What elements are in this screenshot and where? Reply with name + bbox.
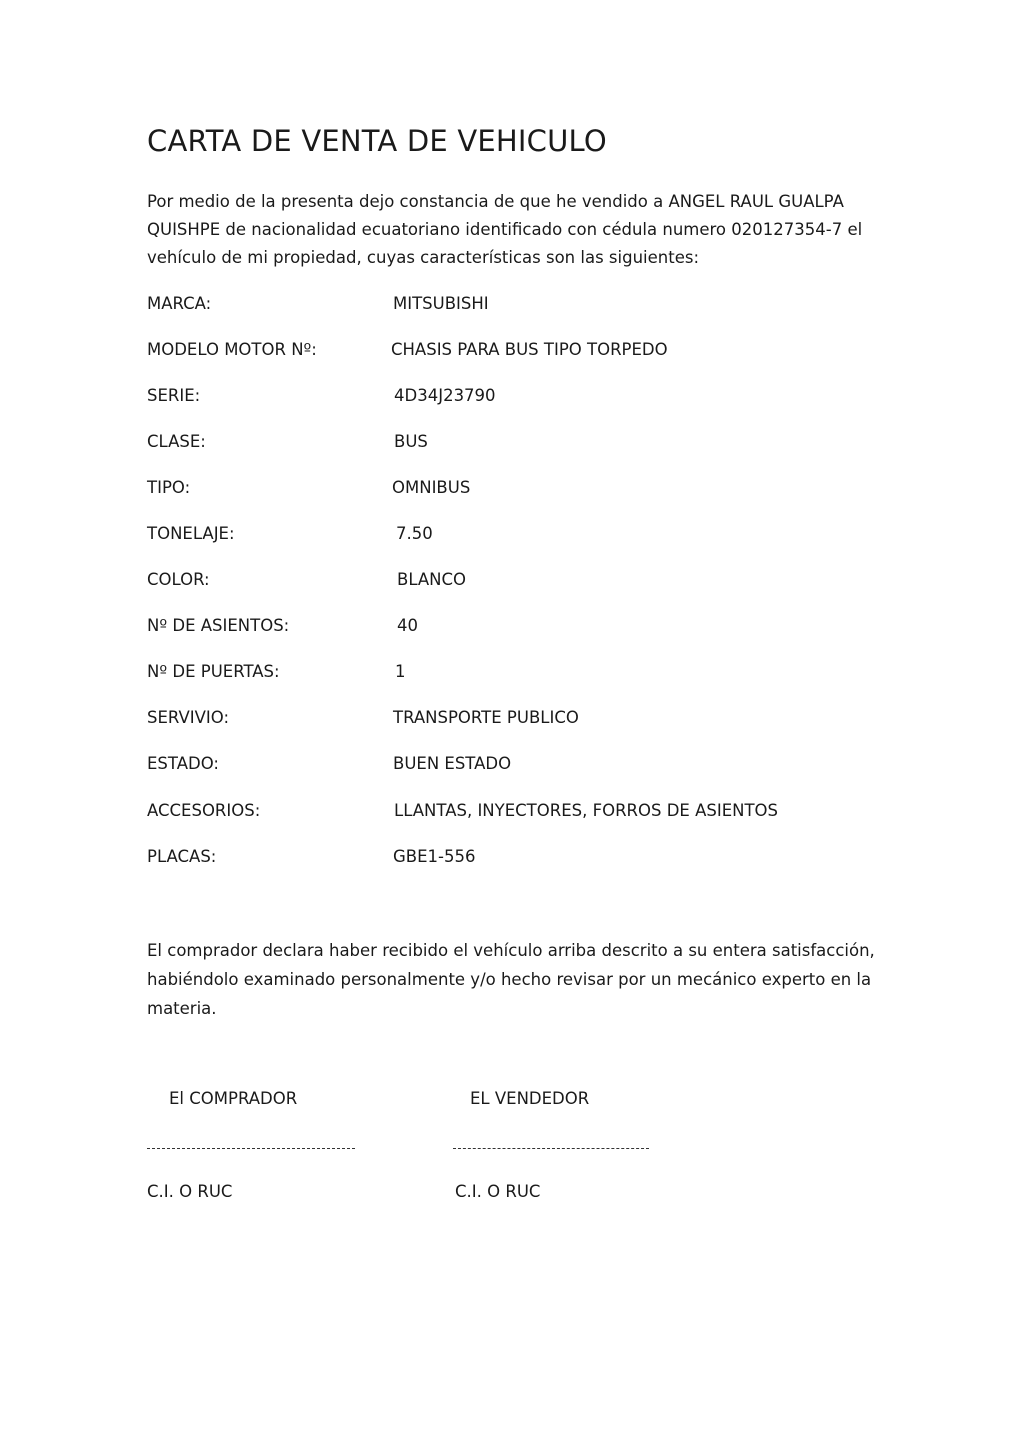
spec-row-marca: [147, 294, 907, 318]
spec-value: 7.50: [396, 524, 433, 543]
spec-value: MITSUBISHI: [393, 294, 489, 313]
spec-value: BUS: [394, 432, 428, 451]
seller-label: EL VENDEDOR: [470, 1089, 590, 1108]
spec-row-serie: [147, 386, 907, 410]
document-title: CARTA DE VENTA DE VEHICULO: [147, 124, 607, 158]
spec-row-clase: [147, 432, 907, 456]
spec-label: Nº DE ASIENTOS:: [147, 616, 290, 635]
spec-label: TONELAJE:: [147, 524, 235, 543]
spec-value: TRANSPORTE PUBLICO: [393, 708, 579, 727]
spec-label: ESTADO:: [147, 754, 219, 773]
spec-row-estado: [147, 754, 907, 778]
spec-value: BUEN ESTADO: [393, 754, 512, 773]
spec-value: OMNIBUS: [392, 478, 471, 497]
spec-value: BLANCO: [397, 570, 467, 589]
buyer-id-label: C.I. O RUC: [147, 1182, 233, 1201]
spec-row-servicio: [147, 708, 907, 732]
spec-label: PLACAS:: [147, 847, 217, 866]
spec-row-tipo: [147, 478, 907, 502]
spec-label: SERIE:: [147, 386, 201, 405]
spec-row-modelo-motor: [147, 340, 907, 364]
spec-label: MODELO MOTOR Nº:: [147, 340, 317, 359]
spec-row-tonelaje: [147, 524, 907, 548]
intro-paragraph: Por medio de la presenta dejo constancia de que he vendido a ANGEL RAUL GUALPA QUISHPE de nacionalidad ecuatoriano identificado con cédula numero 020127354-7 el vehículo de mi propiedad, cuyas características son las siguientes:: [147, 192, 863, 267]
spec-label: TIPO:: [147, 478, 191, 497]
seller-signature-line: [453, 1148, 649, 1149]
spec-label: ACCESORIOS:: [147, 801, 261, 820]
seller-id-label: C.I. O RUC: [455, 1182, 541, 1201]
spec-row-placas: [147, 847, 907, 871]
spec-value: 4D34J23790: [394, 386, 496, 405]
spec-label: SERVIVIO:: [147, 708, 230, 727]
closing-paragraph: El comprador declara haber recibido el vehículo arriba descrito a su entera satisfacción, habiéndolo examinado personalmente y/o hecho revisar por un mecánico experto en la materia.: [147, 941, 875, 1018]
spec-value: LLANTAS, INYECTORES, FORROS DE ASIENTOS: [394, 801, 779, 820]
spec-value: CHASIS PARA BUS TIPO TORPEDO: [391, 340, 668, 359]
spec-label: MARCA:: [147, 294, 212, 313]
spec-row-puertas: [147, 662, 907, 686]
spec-label: Nº DE PUERTAS:: [147, 662, 280, 681]
buyer-label: El COMPRADOR: [169, 1089, 298, 1108]
buyer-signature-line: [147, 1148, 355, 1149]
spec-value: GBE1-556: [393, 847, 476, 866]
spec-value: 1: [395, 662, 406, 681]
spec-label: COLOR:: [147, 570, 210, 589]
spec-row-color: [147, 570, 907, 594]
spec-row-accesorios: [147, 801, 907, 825]
spec-value: 40: [397, 616, 418, 635]
spec-row-asientos: [147, 616, 907, 640]
spec-label: CLASE:: [147, 432, 206, 451]
